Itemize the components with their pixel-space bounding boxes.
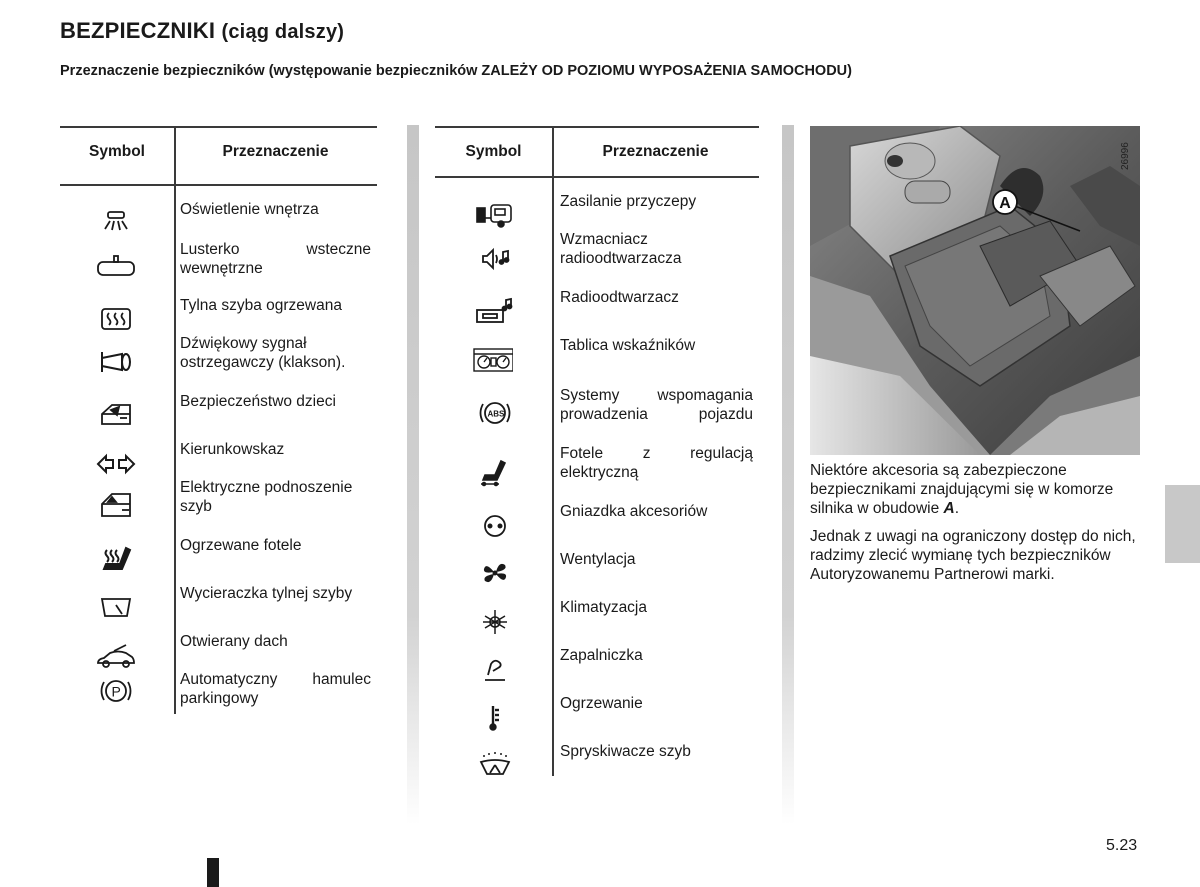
row-label: Fotele z regulacją elektryczną [560, 445, 753, 481]
horn-icon [96, 346, 136, 376]
paragraph-1-text: Niektóre akcesoria są zabezpieczone bezpiecznikami znajdującymi się w komorze silnika w obudowie [810, 462, 1114, 517]
row-label: Radioodtwarzacz [560, 289, 679, 306]
interior-light-icon [96, 208, 136, 238]
washer-icon [475, 750, 515, 780]
row-label: Automatyczny hamulec parkingowy [180, 671, 371, 707]
row-label: Kierunkowskaz [180, 441, 285, 458]
title-main: BEZPIECZNIKI [60, 18, 216, 43]
abs-icon [475, 398, 515, 428]
rearview-mirror-icon [96, 252, 136, 282]
row-label: Zapalniczka [560, 647, 643, 664]
column-divider-right [782, 125, 794, 825]
header-purpose: Przeznaczenie [222, 143, 329, 160]
rear-defrost-icon [96, 304, 136, 334]
table-row [60, 392, 377, 440]
table-row [435, 386, 759, 434]
row-label: Wycieraczka tylnej szyby [180, 585, 353, 602]
bottom-edge-mark [207, 858, 219, 887]
turn-signal-icon [96, 448, 136, 478]
fan-icon [475, 558, 515, 588]
table-row [60, 670, 377, 718]
row-label: Lusterko wsteczne wewnętrzne [180, 241, 371, 277]
header-purpose: Przeznaczenie [602, 143, 709, 160]
table-row [60, 334, 377, 382]
row-label: Zasilanie przyczepy [560, 193, 697, 210]
table-row [435, 646, 759, 694]
table-row [435, 288, 759, 336]
page-number: 5.23 [1106, 837, 1138, 854]
engine-compartment-photo [810, 126, 1140, 455]
row-label: Spryskiwacze szyb [560, 743, 691, 760]
child-lock-icon [96, 400, 136, 430]
title-suffix: (ciąg dalszy) [221, 21, 345, 43]
trailer-icon [475, 200, 515, 230]
sunroof-icon [96, 642, 136, 672]
row-label: Tylna szyba ogrzewana [180, 297, 342, 314]
fuse-table-left [60, 126, 377, 716]
heated-seat-icon [96, 544, 136, 574]
column-divider-left [407, 125, 419, 825]
accessory-socket-icon [475, 510, 515, 540]
table-row [435, 550, 759, 598]
table-row [60, 478, 377, 526]
paragraph-2: Jednak z uwagi na ograniczony dostęp do nich, radzimy zlecić wymianę tych bezpieczników Autoryzowanemu Partnerowi marki. [810, 528, 1136, 583]
cigarette-lighter-icon [475, 654, 515, 684]
row-label: Oświetlenie wnętrza [180, 201, 319, 218]
paragraph-1 [810, 461, 1140, 518]
rear-wiper-icon [96, 594, 136, 624]
power-seat-icon [475, 458, 515, 488]
row-label: Dźwiękowy sygnał ostrzegawczy (klakson). [180, 335, 346, 371]
speaker-note-icon [475, 244, 515, 274]
row-label: Ogrzewane fotele [180, 537, 302, 554]
table-row [60, 584, 377, 632]
figure-number: 26996 [1120, 142, 1131, 170]
table-row [435, 502, 759, 550]
photo-label-a: A [999, 195, 1011, 212]
row-label: Ogrzewanie [560, 695, 643, 712]
table-row [435, 230, 759, 278]
radio-icon [475, 296, 515, 326]
paragraph-1-end: . [954, 500, 960, 517]
row-label: Systemy wspomagania prowadzenia pojazdu [560, 387, 753, 423]
row-label: Klimatyzacja [560, 599, 647, 616]
page-subtitle: Przeznaczenie bezpieczników (występowanie bezpieczników ZALEŻY OD POZIOMU WYPOSAŻENIA SAMOCHODU) [60, 63, 852, 79]
row-label: Gniazdka akcesoriów [560, 503, 708, 520]
row-label: Tablica wskaźników [560, 337, 696, 354]
section-tab [1165, 485, 1200, 563]
header-symbol: Symbol [89, 143, 145, 160]
power-window-icon [96, 490, 136, 520]
row-label: Bezpieczeństwo dzieci [180, 393, 336, 410]
table-row [60, 240, 377, 288]
row-label: Wentylacja [560, 551, 636, 568]
table-row [435, 336, 759, 384]
heating-icon [475, 702, 515, 732]
svg-text:ABS: ABS [487, 409, 505, 419]
header-symbol: Symbol [465, 143, 522, 160]
fuse-table-right [435, 126, 759, 776]
table-row [435, 598, 759, 646]
page-title [60, 18, 344, 44]
air-conditioning-icon [475, 606, 515, 636]
svg-text:P: P [111, 683, 121, 700]
table-row [435, 694, 759, 742]
table-row [435, 742, 759, 790]
row-label: Otwierany dach [180, 633, 288, 650]
parking-brake-icon [96, 676, 136, 706]
row-label: Wzmacniacz radioodtwarzacza [560, 231, 682, 267]
table-row [60, 536, 377, 584]
instrument-panel-icon [473, 344, 513, 374]
paragraph-1-emphasis: A [943, 500, 955, 517]
table-row [435, 444, 759, 492]
row-label: Elektryczne podnoszenie szyb [180, 479, 353, 515]
